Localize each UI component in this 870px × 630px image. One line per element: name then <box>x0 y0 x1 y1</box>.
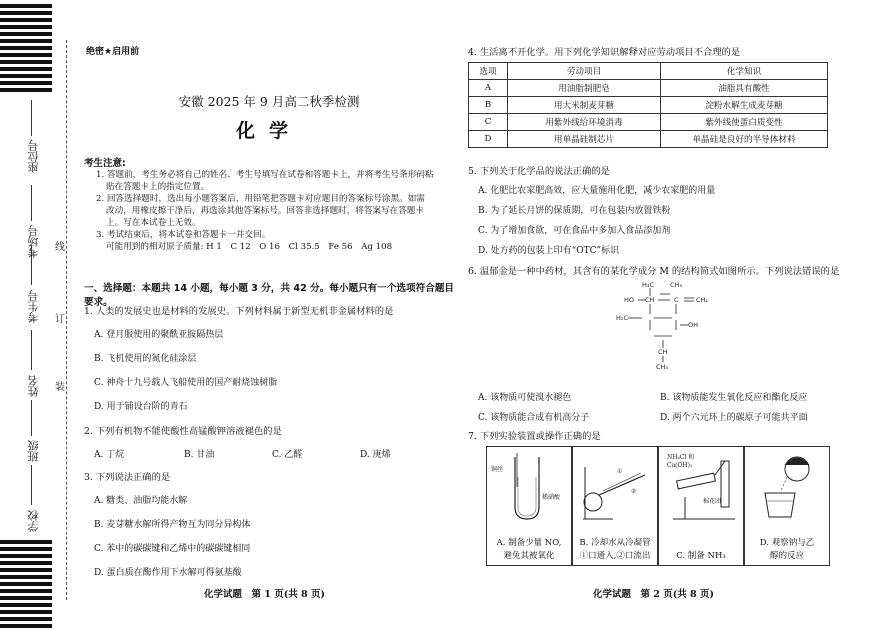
q5-option-c: C. 为了增加食欲，可在食品中多加入食品添加剂 <box>478 226 671 236</box>
label-reagent-1: NH₄Cl 和 <box>667 454 695 461</box>
side-label-examinee: 考生号 <box>27 290 40 323</box>
binding-stripe <box>0 46 52 50</box>
binding-stripe <box>0 610 52 614</box>
binding-mark-install: 装 <box>55 382 65 393</box>
q2-option-d: D. 庚烯 <box>360 450 391 460</box>
label-port-2: ② <box>631 488 637 495</box>
question-1: 1. 人类的发展史也是材料的发展史。下列材料属于新型无机非金属材料的是 <box>84 306 394 317</box>
label-cotton: 棉花团 <box>703 498 722 505</box>
binding-stripe <box>0 25 52 29</box>
atom-label: C <box>674 296 679 304</box>
notice-item <box>84 193 454 229</box>
notice-block <box>84 155 454 253</box>
apparatus-c <box>658 446 744 566</box>
q1-option-b: B. 飞机使用的氮化硅涂层 <box>94 354 197 364</box>
binding-stripe <box>0 18 52 22</box>
side-line-name <box>31 330 32 370</box>
binding-mark-line: 线 <box>55 242 65 253</box>
q5-option-a: A. 化肥比农家肥高效，应大量施用化肥，减少农家肥的用量 <box>478 186 716 196</box>
table-cell: 紫外线使蛋白质变性 <box>661 114 828 131</box>
atom-label: CH₃ <box>670 281 683 289</box>
binding-stripe <box>0 4 52 8</box>
notice-line: 上。写在本试卷上无效。 <box>106 218 201 228</box>
atom-label: CH₃ <box>656 363 669 370</box>
side-label-school: 学校 <box>27 510 40 532</box>
table-cell: 用单晶硅制芯片 <box>508 131 661 148</box>
caption-line: C. 制备 NH₃ <box>676 551 726 561</box>
caption-line: 避免其被氧化 <box>503 551 555 561</box>
binding-stripe <box>0 547 52 551</box>
side-label-seat: 座位号 <box>27 140 40 173</box>
question-5: 5. 下列关于化学品的说法正确的是 <box>468 166 610 177</box>
binding-stripe <box>0 81 52 85</box>
table-cell: 淀粉水解生成麦芽糖 <box>661 97 828 114</box>
notice-line: 3. 考试结束后，将本试卷和答题卡一并交回。 <box>96 230 271 240</box>
side-line-seat <box>31 100 32 136</box>
notice-line: 1. 答题前，考生务必将自己的姓名、考生号填写在试卷和答题卡上，并将考生号条形码粘 <box>96 170 434 180</box>
caption-line: B. 冷却水从冷凝管 <box>579 538 651 548</box>
binding-stripe <box>0 568 52 572</box>
binding-stripe <box>0 39 52 43</box>
caption-line: ①口通入,②口流出 <box>579 551 651 561</box>
caption-a <box>487 537 571 563</box>
side-line-room <box>31 185 32 221</box>
page-2 <box>468 0 858 630</box>
binding-stripe <box>0 74 52 78</box>
apparatus-b <box>572 446 658 566</box>
binding-stripe <box>0 11 52 15</box>
notice-line: 2. 回答选择题时，选出每小题答案后，用铅笔把答题卡对应题目的答案标号涂黑。如需 <box>96 194 425 204</box>
notice-item <box>84 169 454 193</box>
binding-stripe <box>0 561 52 565</box>
page-1 <box>84 0 454 630</box>
side-line-examinee <box>31 245 32 285</box>
table-cell: A <box>469 80 508 97</box>
q6-option-d: D. 两个六元环上的碳原子可能共平面 <box>660 413 808 423</box>
binding-stripe <box>0 624 52 628</box>
label-reagent-2: Ca(OH)₂ <box>667 462 693 469</box>
atom-label: OH <box>688 321 699 329</box>
table-header: 劳动项目 <box>508 63 661 80</box>
side-label-name: 姓名 <box>27 375 40 397</box>
q1-option-c: C. 神舟十九号载人飞船使用的国产耐烧蚀树脂 <box>94 378 278 388</box>
q1-option-d: D. 用于铺设台阶的青石 <box>94 402 188 412</box>
binding-stripe <box>0 67 52 71</box>
label-nitric-acid: 稀硝酸 <box>542 494 561 501</box>
apparatus-panel <box>486 446 831 566</box>
question-2: 2. 下列有机物不能使酸性高锰酸钾溶液褪色的是 <box>84 426 282 437</box>
table-cell: 用大米制麦芽糖 <box>508 97 661 114</box>
atom-label: H₂C <box>616 314 629 322</box>
q3-option-a: A. 糖类、油脂均能水解 <box>94 496 188 506</box>
section-heading: 一、选择题：本题共 14 小题，每小题 3 分，共 42 分。每小题只有一个选项符合题目要求。 <box>84 283 455 308</box>
apparatus-d <box>744 446 830 566</box>
atom-label: CH <box>645 296 655 304</box>
binding-stripe <box>0 617 52 621</box>
atom-label: CH <box>658 348 668 356</box>
table-cell: 单晶硅是良好的半导体材料 <box>661 131 828 148</box>
exam-title: 安徽 2025 年 9 月高二秋季检测 <box>178 94 360 109</box>
table-cell: 用油脂制肥皂 <box>508 80 661 97</box>
q1-option-a: A. 登月服使用的聚酰亚胺隔热层 <box>94 330 224 340</box>
binding-dash-line <box>66 40 67 600</box>
q2-option-c: C. 乙醛 <box>272 450 303 460</box>
caption-line: D. 观察钠与乙 <box>759 538 815 548</box>
notice-line: 改动，用橡皮擦干净后，再选涂其他答案标号。回答非选择题时，将答案写在答题卡 <box>106 206 424 216</box>
side-line-school <box>31 465 32 505</box>
notice-line: 贴在答题卡上的指定位置。 <box>106 182 210 192</box>
binding-stripe <box>0 540 52 544</box>
question-7: 7. 下列实验装置或操作正确的是 <box>468 431 601 442</box>
caption-c <box>659 550 743 563</box>
table-row <box>469 131 828 148</box>
label-copper-wire: 铜丝 <box>491 466 504 473</box>
table-row <box>469 80 828 97</box>
caption-d <box>745 537 829 563</box>
binding-stripe <box>0 53 52 57</box>
molecule-structure <box>598 280 738 370</box>
table-row <box>469 114 828 131</box>
question-3: 3. 下列说法正确的是 <box>84 472 171 483</box>
q5-option-b: B. 为了延长月饼的保质期，可在包装内放置铁粉 <box>478 206 671 216</box>
side-line-class <box>31 400 32 436</box>
atom-label: H₃C <box>642 281 655 289</box>
question-4: 4. 生活离不开化学。用下列化学知识解释对应劳动项目不合理的是 <box>468 47 741 58</box>
u-tube-drawing <box>487 447 573 527</box>
binding-stripe <box>0 582 52 586</box>
q3-option-b: B. 麦芽糖水解所得产物互为同分异构体 <box>94 520 251 530</box>
table-header: 选项 <box>469 63 508 80</box>
table-header: 化学知识 <box>661 63 828 80</box>
table-header-row <box>469 63 828 80</box>
binding-stripe <box>0 603 52 607</box>
table-cell: B <box>469 97 508 114</box>
notice-line: 可能用到的相对原子质量: H 1 C 12 O 16 Cl 35.5 Fe 56 Ag 108 <box>106 242 393 252</box>
q6-option-c: C. 该物质能合成有机高分子 <box>478 413 590 423</box>
side-label-room: 考场号 <box>27 225 40 258</box>
side-label-class: 班级 <box>27 440 40 462</box>
q5-option-d: D. 处方药的包装上印有“OTC”标识 <box>478 246 620 256</box>
q2-option-a: A. 丁烷 <box>94 450 125 460</box>
observe-reaction-drawing <box>745 447 831 527</box>
ammonia-setup-drawing <box>659 447 745 527</box>
notice-item <box>84 229 454 253</box>
label-port-1: ① <box>617 468 623 475</box>
caption-line: A. 制备少量 NO, <box>496 538 562 548</box>
caption-b <box>573 537 657 563</box>
condenser-drawing <box>573 447 659 527</box>
page-1-footer: 化学试题 第 1 页(共 8 页) <box>204 589 325 600</box>
notice-head: 考生注意: <box>84 158 126 169</box>
binding-stripe <box>0 554 52 558</box>
q2-option-b: B. 甘油 <box>184 450 215 460</box>
binding-mark-order: 订 <box>55 314 65 325</box>
apparatus-a <box>486 446 572 566</box>
table-cell: 油脂具有酸性 <box>661 80 828 97</box>
q6-option-a: A. 该物质可使溴水褪色 <box>478 393 572 403</box>
q3-option-d: D. 蛋白质在酶作用下水解可得氨基酸 <box>94 568 242 578</box>
secret-mark: 绝密★启用前 <box>86 47 140 57</box>
table-cell: D <box>469 131 508 148</box>
knowledge-table <box>468 62 828 148</box>
page-2-footer: 化学试题 第 2 页(共 8 页) <box>593 589 714 600</box>
q3-option-c: C. 苯中的碳碳键和乙烯中的碳碳键相同 <box>94 544 251 554</box>
table-cell: 用紫外线给环境消毒 <box>508 114 661 131</box>
binding-stripe <box>0 88 52 92</box>
binding-stripe <box>0 589 52 593</box>
table-cell: C <box>469 114 508 131</box>
binding-stripe <box>0 60 52 64</box>
binding-stripe <box>0 596 52 600</box>
atom-label: HO <box>624 296 635 304</box>
table-row <box>469 97 828 114</box>
atom-label: CH₂ <box>696 296 709 304</box>
q6-option-b: B. 该物质能发生氧化反应和酯化反应 <box>660 393 808 403</box>
question-6: 6. 温郁金是一种中药材，其含有的某化学成分 M 的结构简式如图所示。下列说法错误的是 <box>468 266 840 277</box>
binding-stripe <box>0 32 52 36</box>
binding-stripe <box>0 575 52 579</box>
caption-line: 醇的反应 <box>769 551 804 561</box>
subject-title: 化学 <box>235 120 302 142</box>
